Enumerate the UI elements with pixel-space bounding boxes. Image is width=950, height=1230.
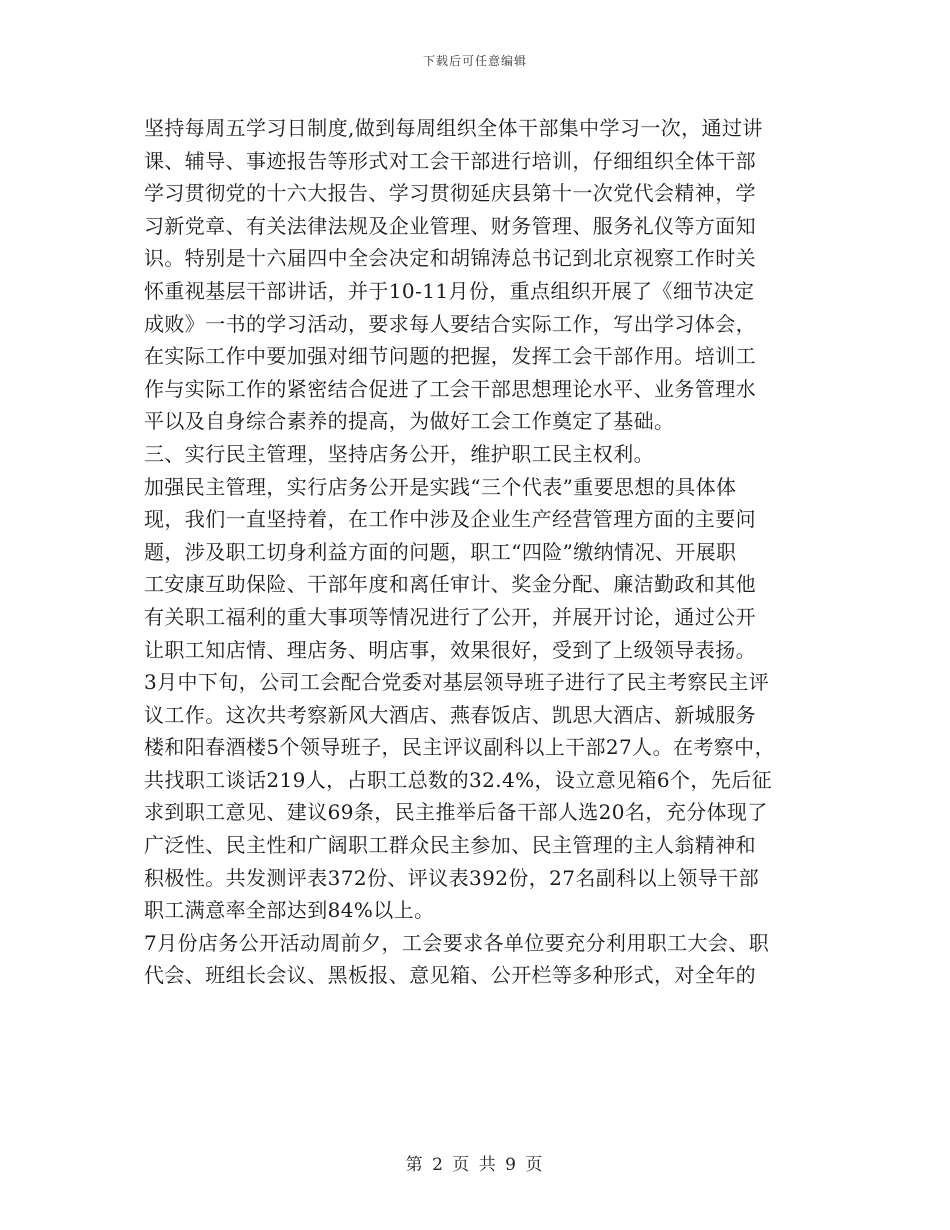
body-line: 现，我们一直坚持着，在工作中涉及企业生产经营管理方面的主要问	[144, 507, 756, 532]
body-line: 加强民主管理，实行店务公开是实践“三个代表”重要思想的具体体	[144, 474, 737, 499]
body-line: 作与实际工作的紧密结合促进了工会干部思想理论水平、业务管理水	[144, 376, 756, 401]
body-line: 广泛性、民主性和广阔职工群众民主参加、民主管理的主人翁精神和	[144, 833, 756, 858]
body-line: 让职工知店情、理店务、明店事，效果很好，受到了上级领导表扬。	[144, 637, 756, 662]
body-line: 习新党章、有关法律法规及企业管理、财务管理、服务礼仪等方面知	[144, 213, 756, 238]
body-line: 成败》一书的学习活动，要求每人要结合实际工作，写出学习体会，	[144, 311, 756, 336]
body-line: 平以及自身综合素养的提高，为做好工会工作奠定了基础。	[144, 409, 675, 434]
body-line: 题，涉及职工切身利益方面的问题，职工“四险”缴纳情况、开展职	[144, 539, 737, 564]
body-line: 议工作。这次共考察新风大酒店、燕春饭店、凯思大酒店、新城服务	[144, 702, 756, 727]
section-heading: 三、实行民主管理，坚持店务公开，维护职工民主权利。	[144, 441, 654, 466]
body-line: 工安康互助保险、干部年度和离任审计、奖金分配、廉洁勤政和其他	[144, 572, 756, 597]
body-line: 有关职工福利的重大事项等情况进行了公开，并展开讨论，通过公开	[144, 604, 756, 629]
body-line: 坚持每周五学习日制度,做到每周组织全体干部集中学习一次，通过讲	[144, 116, 763, 140]
page-number: 第 2 页 共 9 页	[405, 1155, 545, 1175]
page-header: 下载后可任意编辑	[422, 54, 527, 68]
body-line: 7月份店务公开活动周前夕，工会要求各单位要充分利用职工大会、职	[144, 930, 770, 955]
body-line: 课、辅导、事迹报告等形式对工会干部进行培训，仔细组织全体干部	[144, 148, 756, 173]
body-line: 积极性。共发测评表372份、评议表392份，27名副科以上领导干部	[144, 865, 759, 890]
body-line: 学习贯彻党的十六大报告、学习贯彻延庆县第十一次党代会精神，学	[144, 181, 756, 206]
document-body	[144, 112, 808, 992]
body-line: 怀重视基层干部讲话，并于10-11月份，重点组织开展了《细节决定	[144, 278, 755, 303]
body-line: 3月中下旬，公司工会配合党委对基层领导班子进行了民主考察民主评	[144, 670, 770, 695]
body-line: 代会、班组长会议、黑板报、意见箱、公开栏等多种形式，对全年的	[144, 963, 756, 988]
body-line: 在实际工作中要加强对细节问题的把握，发挥工会干部作用。培训工	[144, 344, 756, 369]
body-line: 职工满意率全部达到84%以上。	[144, 898, 435, 923]
body-line: 共找职工谈话219人，占职工总数的32.4%，设立意见箱6个，先后征	[144, 767, 773, 792]
body-line: 识。特别是十六届四中全会决定和胡锦涛总书记到北京视察工作时关	[144, 246, 756, 271]
body-line: 楼和阳春酒楼5个领导班子，民主评议副科以上干部27人。在考察中，	[144, 735, 775, 760]
body-line: 求到职工意见、建议69条，民主推举后备干部人选20名，充分体现了	[144, 800, 768, 825]
